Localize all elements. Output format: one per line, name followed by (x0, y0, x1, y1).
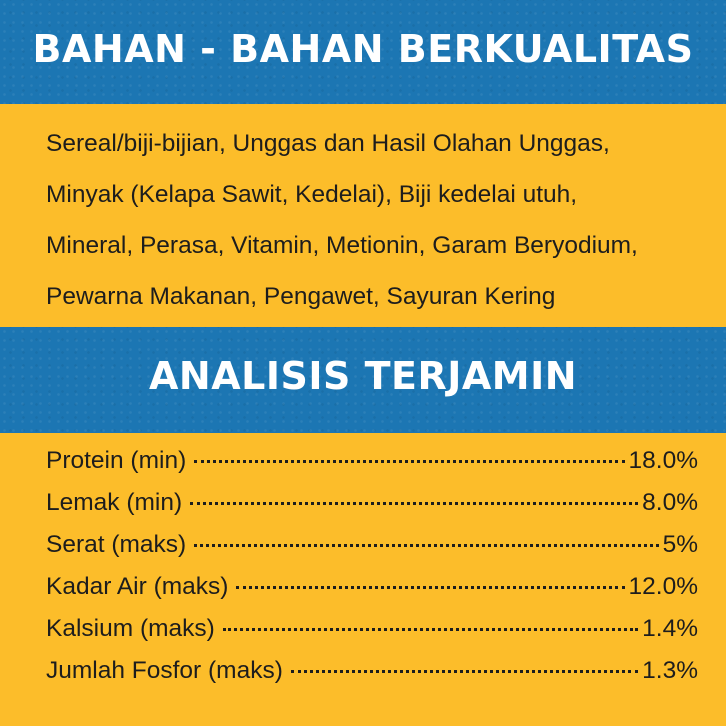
analysis-title: ANALISIS TERJAMIN (148, 354, 578, 398)
ingredients-text (46, 118, 716, 322)
analysis-header-band (0, 327, 726, 433)
ingredients-header-band (0, 0, 726, 104)
ingredients-line: Minyak (Kelapa Sawit, Kedelai), Biji kedelai utuh, (46, 181, 578, 208)
analysis-value: 18.0% (628, 447, 698, 474)
analysis-value: 8.0% (642, 489, 698, 516)
analysis-row (46, 657, 698, 699)
analysis-table (46, 447, 698, 699)
analysis-label: Kalsium (maks) (46, 615, 215, 642)
ingredients-title: BAHAN - BAHAN BERKUALITAS (32, 27, 694, 71)
analysis-value: 1.3% (642, 657, 698, 684)
dot-leader (194, 544, 658, 547)
analysis-row (46, 615, 698, 657)
analysis-value: 5% (662, 531, 698, 558)
analysis-row (46, 531, 698, 573)
ingredients-line: Pewarna Makanan, Pengawet, Sayuran Kering (46, 283, 556, 310)
analysis-row (46, 489, 698, 531)
analysis-label: Protein (min) (46, 447, 187, 474)
dot-leader (190, 502, 638, 505)
analysis-label: Lemak (min) (46, 489, 183, 516)
analysis-row (46, 573, 698, 615)
ingredients-line: Sereal/biji-bijian, Unggas dan Hasil Olahan Unggas, (46, 130, 610, 157)
analysis-value: 12.0% (628, 573, 698, 600)
dot-leader (291, 670, 638, 673)
dot-leader (236, 586, 624, 589)
analysis-label: Jumlah Fosfor (maks) (46, 657, 283, 684)
ingredients-line: Mineral, Perasa, Vitamin, Metionin, Garam Beryodium, (46, 232, 638, 259)
dot-leader (194, 460, 624, 463)
analysis-value: 1.4% (642, 615, 698, 642)
analysis-label: Serat (maks) (46, 531, 187, 558)
dot-leader (223, 628, 638, 631)
analysis-label: Kadar Air (maks) (46, 573, 229, 600)
analysis-row (46, 447, 698, 489)
